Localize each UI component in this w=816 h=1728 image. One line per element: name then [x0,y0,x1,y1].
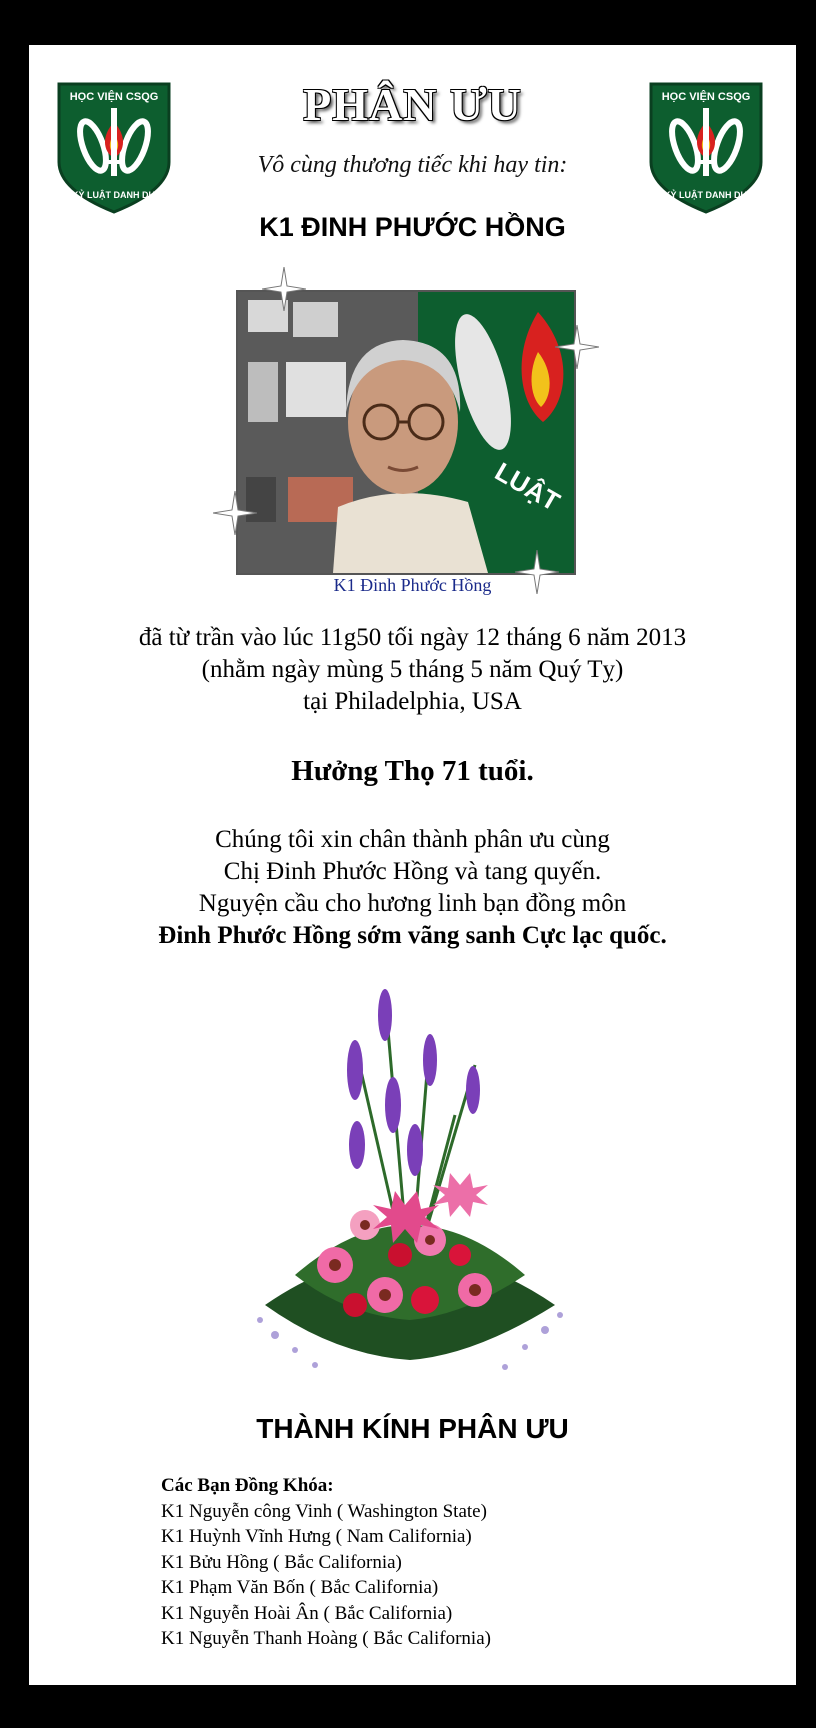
photo-background-text: LUẬT [490,456,566,517]
condolence-card [29,45,796,1685]
page-title: PHÂN ƯU [303,79,522,130]
condolence-line-1: Chúng tôi xin chân thành phân ưu cùng [215,826,610,853]
subtitle: Vô cùng thương tiếc khi hay tin: [257,152,568,178]
footer-title: THÀNH KÍNH PHÂN ƯU [256,1413,569,1444]
star-decoration-icon [213,491,257,535]
emblem-top-text: HỌC VIỆN CSQG [661,91,751,103]
condolence-line-3: Nguyện cầu cho hương linh bạn đồng môn [198,890,627,917]
age-heading: Hưởng Thọ 71 tuổi. [291,755,534,787]
emblem-bottom-text: KỶ LUẬT DANH DỰ [72,190,156,200]
emblem-top-text: HỌC VIỆN CSQG [69,91,159,103]
list-item: K1 Huỳnh Vĩnh Hưng ( Nam California) [161,1526,472,1547]
list-header: Các Bạn Đồng Khóa: [161,1475,334,1496]
star-decoration-icon [262,267,306,311]
death-notice-line-1: đã từ trần vào lúc 11g50 tối ngày 12 tháng 6 năm 2013 [138,624,687,651]
list-item: K1 Bửu Hồng ( Bắc California) [161,1551,402,1573]
condolence-line-2: Chị Đinh Phước Hồng và tang quyến. [223,858,602,885]
list-item: K1 Nguyễn Hoài Ân ( Bắc California) [161,1602,453,1624]
classmates-list [161,1473,491,1652]
emblem-bottom-text: KỶ LUẬT DANH DỰ [664,190,748,200]
portrait-photo [236,290,576,575]
list-item: K1 Nguyễn công Vinh ( Washington State) [161,1500,487,1522]
flower-arrangement-image [225,975,595,1405]
death-notice-line-3: tại Philadelphia, USA [303,688,522,715]
list-item: K1 Phạm Văn Bốn ( Bắc California) [161,1577,439,1598]
photo-caption: K1 Đinh Phước Hồng [333,575,492,595]
death-notice-line-2: (nhằm ngày mùng 5 tháng 5 năm Quý Tỵ) [201,656,624,683]
list-item: K1 Nguyễn Thanh Hoàng ( Bắc California) [161,1628,491,1649]
star-decoration-icon [555,325,599,369]
deceased-name: K1 ĐINH PHƯỚC HỒNG [259,212,566,242]
condolence-line-4: Đinh Phước Hồng sớm vãng sanh Cực lạc quốc. [158,922,667,949]
